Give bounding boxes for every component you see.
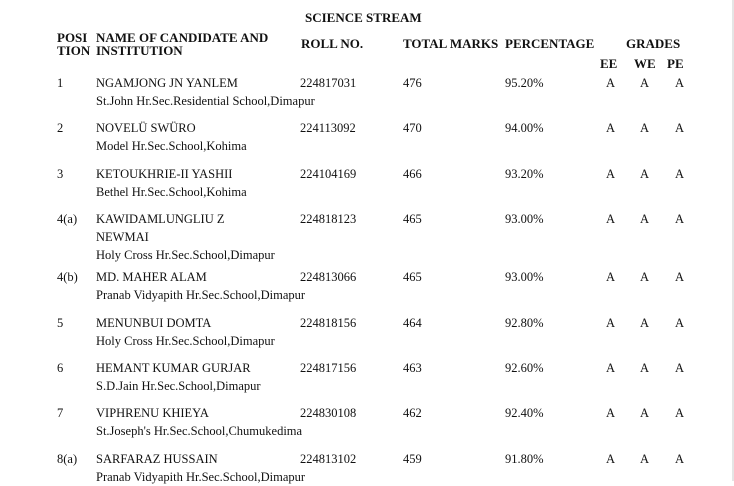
- candidate-name: MENUNBUI DOMTA: [96, 316, 212, 330]
- roll-number: 224113092: [300, 121, 356, 135]
- total-marks: 465: [403, 270, 422, 284]
- institution-name: Pranab Vidyapith Hr.Sec.School,Dimapur: [96, 470, 306, 484]
- percentage: 95.20%: [505, 76, 544, 90]
- candidate-name-continued: NEWMAI: [96, 230, 149, 244]
- institution-name: Holy Cross Hr.Sec.School,Dimapur: [96, 248, 275, 262]
- header-position-line2: TION: [57, 43, 91, 58]
- grade-pe: A: [675, 167, 685, 181]
- institution-name: Pranab Vidyapith Hr.Sec.School,Dimapur: [96, 288, 306, 302]
- header-percentage: PERCENTAGE: [505, 36, 595, 51]
- grade-we: A: [640, 167, 650, 181]
- header-name-line1: NAME OF CANDIDATE AND: [96, 30, 269, 45]
- position-cell: 1: [57, 76, 64, 90]
- total-marks: 463: [403, 361, 422, 375]
- candidate-name: HEMANT KUMAR GURJAR: [96, 361, 251, 375]
- grade-ee: A: [606, 121, 616, 135]
- percentage: 93.20%: [505, 167, 544, 181]
- percentage: 92.80%: [505, 316, 544, 330]
- position-cell: 8(a): [57, 452, 78, 466]
- institution-name: S.D.Jain Hr.Sec.School,Dimapur: [96, 379, 261, 393]
- institution-name: Model Hr.Sec.School,Kohima: [96, 139, 247, 153]
- candidate-name: VIPHRENU KHIEYA: [96, 406, 209, 420]
- header-total-marks: TOTAL MARKS: [403, 36, 499, 51]
- roll-number: 224813102: [300, 452, 357, 466]
- grade-pe: A: [675, 452, 685, 466]
- grade-ee: A: [606, 406, 616, 420]
- roll-number: 224104169: [300, 167, 357, 181]
- percentage: 92.60%: [505, 361, 544, 375]
- stream-title: SCIENCE STREAM: [305, 10, 422, 25]
- roll-number: 224818123: [300, 212, 357, 226]
- grade-ee: A: [606, 212, 616, 226]
- grade-we: A: [640, 76, 650, 90]
- roll-number: 224818156: [300, 316, 357, 330]
- grade-pe: A: [675, 212, 685, 226]
- position-cell: 7: [57, 406, 64, 420]
- position-cell: 5: [57, 316, 64, 330]
- candidate-name: KAWIDAMLUNGLIU Z: [96, 212, 225, 226]
- institution-name: Bethel Hr.Sec.School,Kohima: [96, 185, 247, 199]
- grade-pe: A: [675, 270, 685, 284]
- grade-pe: A: [675, 76, 685, 90]
- grade-we: A: [640, 270, 650, 284]
- total-marks: 464: [403, 316, 422, 330]
- grade-pe: A: [675, 316, 685, 330]
- header-grade-pe: PE: [667, 56, 684, 71]
- grade-pe: A: [675, 121, 685, 135]
- total-marks: 462: [403, 406, 422, 420]
- header-grades: GRADES: [626, 36, 681, 51]
- percentage: 94.00%: [505, 121, 544, 135]
- grade-we: A: [640, 361, 650, 375]
- candidate-name: KETOUKHRIE-II YASHII: [96, 167, 233, 181]
- total-marks: 465: [403, 212, 422, 226]
- percentage: 92.40%: [505, 406, 544, 420]
- institution-name: St.Joseph's Hr.Sec.School,Chumukedima: [96, 424, 303, 438]
- grade-we: A: [640, 406, 650, 420]
- grade-pe: A: [675, 361, 685, 375]
- position-cell: 2: [57, 121, 64, 135]
- total-marks: 476: [403, 76, 422, 90]
- roll-number: 224830108: [300, 406, 357, 420]
- grade-ee: A: [606, 361, 616, 375]
- grade-ee: A: [606, 452, 616, 466]
- header-grade-we: WE: [634, 56, 656, 71]
- grade-ee: A: [606, 167, 616, 181]
- header-name-line2: INSTITUTION: [96, 43, 183, 58]
- percentage: 93.00%: [505, 212, 544, 226]
- total-marks: 466: [403, 167, 422, 181]
- roll-number: 224817031: [300, 76, 357, 90]
- position-cell: 6: [57, 361, 64, 375]
- candidate-name: SARFARAZ HUSSAIN: [96, 452, 218, 466]
- grade-we: A: [640, 121, 650, 135]
- header-position-line1: POSI: [57, 30, 88, 45]
- percentage: 91.80%: [505, 452, 544, 466]
- institution-name: St.John Hr.Sec.Residential School,Dimapur: [96, 94, 315, 108]
- candidate-name: NOVELÜ SWÜRO: [96, 121, 196, 135]
- grade-we: A: [640, 212, 650, 226]
- grade-ee: A: [606, 316, 616, 330]
- candidate-name: NGAMJONG JN YANLEM: [96, 76, 238, 90]
- candidate-name: MD. MAHER ALAM: [96, 270, 207, 284]
- total-marks: 459: [403, 452, 422, 466]
- position-cell: 4(a): [57, 212, 78, 226]
- percentage: 93.00%: [505, 270, 544, 284]
- total-marks: 470: [403, 121, 422, 135]
- roll-number: 224813066: [300, 270, 357, 284]
- grade-ee: A: [606, 270, 616, 284]
- grade-pe: A: [675, 406, 685, 420]
- header-roll-no: ROLL NO.: [301, 36, 364, 51]
- roll-number: 224817156: [300, 361, 357, 375]
- grade-ee: A: [606, 76, 616, 90]
- grade-we: A: [640, 452, 650, 466]
- institution-name: Holy Cross Hr.Sec.School,Dimapur: [96, 334, 275, 348]
- header-grade-ee: EE: [600, 56, 618, 71]
- position-cell: 3: [57, 167, 64, 181]
- grade-we: A: [640, 316, 650, 330]
- position-cell: 4(b): [57, 270, 78, 284]
